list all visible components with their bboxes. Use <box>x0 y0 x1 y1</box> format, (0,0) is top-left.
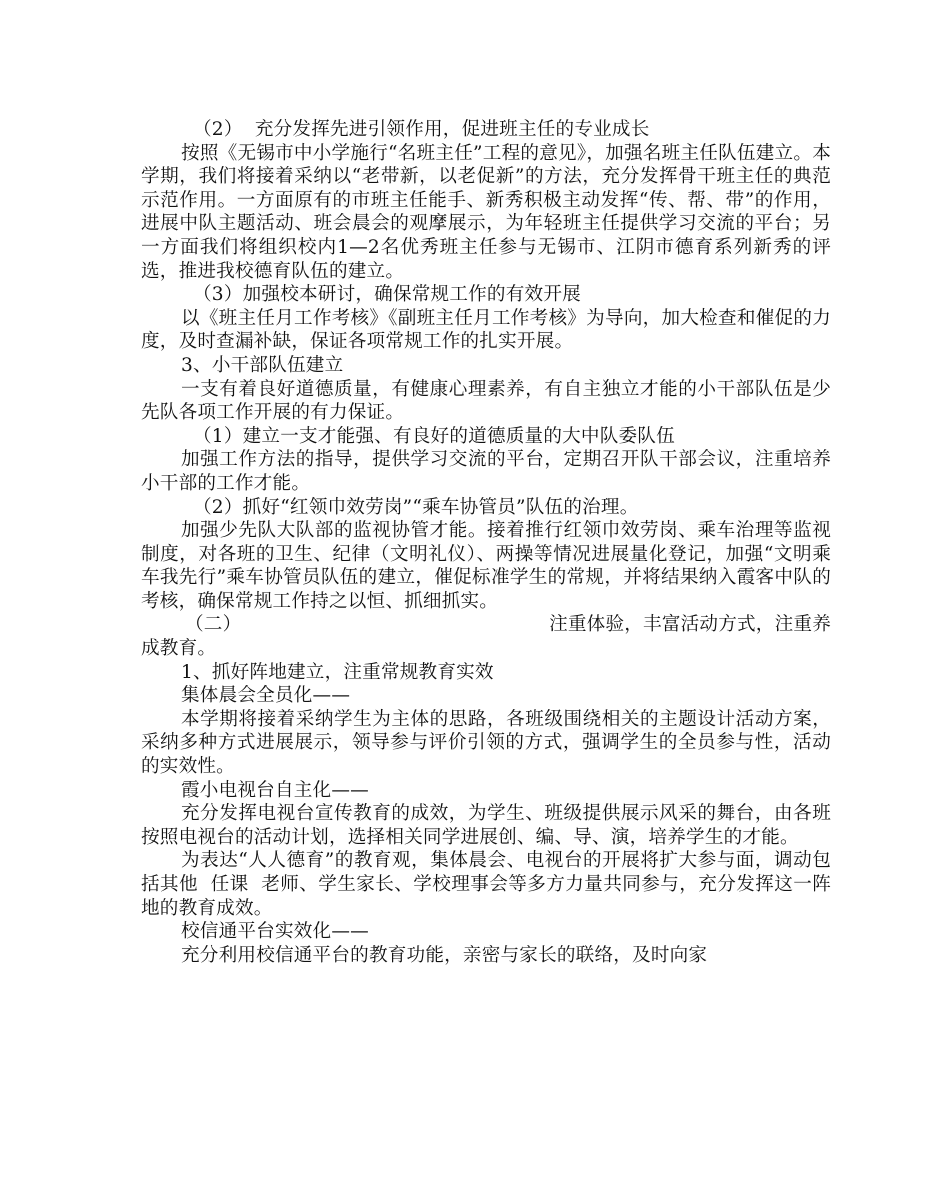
paragraph: （2） 充分发挥先进引领作用，促进班主任的专业成长 <box>193 119 650 140</box>
paragraph: 集体晨会全员化—— <box>181 685 351 707</box>
paragraph: 充分发挥电视台宣传教育的成效，为学生、班级提供展示风采的舞台，由各班按照电视台的活动计划，选择相关同学进展创、编、导、演，培养学生的才能。 <box>141 803 831 848</box>
paragraph: 为表达“人人德育”的教育观，集体晨会、电视台的开展将扩大参与面，调动包括其他 任课 老师、学生家长、学校理事会等多方力量共同参与，充分发挥这一阵地的教育成效。 <box>141 850 831 919</box>
paragraph: （3）加强校本研讨，确保常规工作的有效开展 <box>193 284 581 306</box>
section-heading-two <box>141 613 831 660</box>
section-heading-text: 注重体验，丰富活动方式，注重养 <box>549 614 831 636</box>
paragraph-group-a <box>141 118 831 613</box>
section-heading-label: （二） <box>185 614 242 636</box>
paragraph: 1、抓好阵地建立，注重常规教育实效 <box>181 661 494 683</box>
paragraph: 霞小电视台自主化—— <box>181 779 369 801</box>
paragraph: 校信通平台实效化—— <box>181 921 369 943</box>
paragraph: （1）建立一支才能强、有良好的道德质量的大中队委队伍 <box>193 425 675 447</box>
paragraph: 本学期将接着采纳学生为主体的思路，各班级围绕相关的主题设计活动方案，采纳多种方式进展展示，领导参与评价引领的方式，强调学生的全员参与性，活动的实效性。 <box>141 708 831 778</box>
paragraph: 加强少先队大队部的监视协管才能。接着推行红领巾效劳岗、乘车治理等监视制度，对各班的卫生、纪律（文明礼仪）、两操等情况进展量化登记，加强“文明乘车我先行”乘车协管员队伍的建立，催促标准学生的常规，并将结果纳入霞客中队的考核，确保常规工作持之以恒、抓细抓实。 <box>141 520 831 612</box>
paragraph: 加强工作方法的指导，提供学习交流的平台，定期召开队干部会议，注重培养小干部的工作才能。 <box>141 449 831 494</box>
document-body <box>141 118 831 967</box>
paragraph: 一支有着良好道德质量，有健康心理素养，有自主独立才能的小干部队伍是少先队各项工作开展的有力保证。 <box>141 378 831 424</box>
paragraph: （2）抓好“红领巾效劳岗”“乘车协管员”队伍的治理。 <box>193 496 639 518</box>
paragraph: 按照《无锡市中小学施行“名班主任”工程的意见》，加强名班主任队伍建立。本学期，我们将接着采纳以“老带新，以老促新”的方法，充分发挥骨干班主任的典范示范作用。一方面原有的市班主任能手、新秀积极主动发挥“传、帮、带”的作用，进展中队主题活动、班会晨会的观摩展示，为年轻班主任提供学习交流的平台；另一方面我们将组织校内1—2名优秀班主任参与无锡市、江阴市德育系列新秀的评选，推进我校德育队伍的建立。 <box>141 142 831 282</box>
paragraph-group-b <box>141 661 831 968</box>
paragraph: 以《班主任月工作考核》《副班主任月工作考核》为导向，加大检查和催促的力度，及时查漏补缺，保证各项常规工作的扎实开展。 <box>141 307 831 353</box>
section-heading-line <box>141 613 831 637</box>
paragraph: 3、小干部队伍建立 <box>181 354 344 376</box>
section-heading-continuation: 成教育。 <box>141 638 217 660</box>
paragraph: 充分利用校信通平台的教育功能，亲密与家长的联络，及时向家 <box>181 944 708 966</box>
